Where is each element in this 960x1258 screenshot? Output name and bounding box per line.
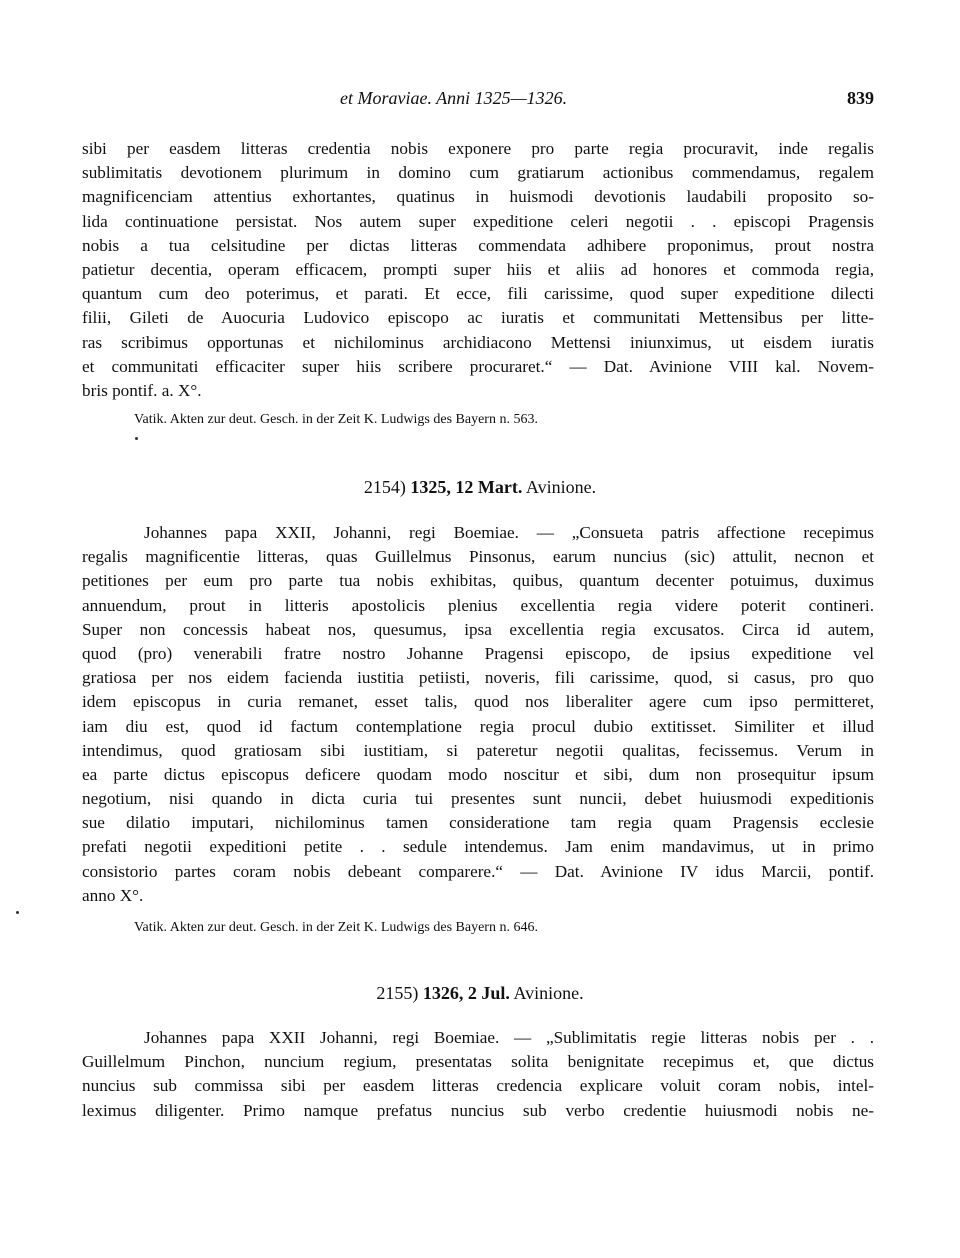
text-line: Johannes papa XXII, Johanni, regi Boemiae. — „Consueta patris affectione recepimus [144,523,874,542]
entry-date: 1326, 2 Jul. [422,983,510,1003]
text-line: filii, Gileti de Auocuria Ludovico episcopo ac iuratis et communitati Mettensibus per litte- [82,308,874,328]
text-line: quod (pro) venerabili fratre nostro Johanne Pragensi episcopo, de ipsius expeditione vel [82,643,874,663]
text-line: gratiosa per nos eidem facienda iustitia petiisti, noveris, fili carissime, quod, si casus, pro quo [82,668,874,688]
entry-heading-2154 [0,477,960,498]
entry-place: Avinione. [525,477,597,497]
page-number: 839 [847,88,874,108]
text-line: lida continuatione persistat. Nos autem super expeditione celeri negotii . . episcopi Pragensis [82,211,874,231]
entry-place: Avinione. [513,983,584,1003]
text-line: regalis magnificentie litteras, quas Guillelmus Pinsonus, earum nuncius (sic) attulit, necnon et [82,547,874,567]
source-citation: Vatik. Akten zur deut. Gesch. in der Zeit K. Ludwigs des Bayern n. 563. [134,412,538,427]
entry-number: 2154) [363,477,406,497]
page-header [82,88,874,118]
entry-number: 2155) [376,983,419,1003]
text-line: Super non concessis habeat nos, quesumus, ipsa excellentia regia excusatos. Circa id autem, [82,619,874,639]
text-line: sue dilatio imputari, nichilominus tamen consideratione tam regia quam Pragensis ecclesie [82,813,874,833]
text-line: ea parte dictus episcopus deficere quodam modo noscitur et sibi, dum non prosequitur ipsum [82,764,874,784]
source-citation: Vatik. Akten zur deut. Gesch. in der Zeit K. Ludwigs des Bayern n. 646. [134,920,538,935]
entry-date: 1325, 12 Mart. [410,477,523,497]
text-line: intendimus, quod gratiosam sibi iustitiam, si pateretur negotii qualitas, fecissemus. Verum in [82,740,874,760]
text-line: bris pontif. a. X°. [82,380,202,400]
text-line: sibi per easdem litteras credentia nobis exponere pro parte regia procuravit, inde regalis [82,139,874,158]
text-line: Guillelmum Pinchon, nuncium regium, presentatas solita benignitate recepimus et, que dictus [82,1052,874,1072]
print-speck [135,437,138,440]
text-line: Johannes papa XXII Johanni, regi Boemiae. — „Sublimitatis regie litteras nobis per . . [144,1028,874,1047]
text-line: sublimitatis devotionem plurimum in domino cum gratiarum actionibus commendamus, regalem [82,163,874,183]
text-line: anno X°. [82,885,144,905]
text-line: leximus diligenter. Primo namque prefatus nuncius sub verbo credentie huiusmodi nobis ne- [82,1100,874,1120]
print-speck [16,911,19,914]
text-line: idem episcopus in curia remanet, esset talis, quod nos liberaliter agere cum ipso permitteret, [82,692,874,712]
running-head: et Moraviae. Anni 1325—1326. [340,88,568,108]
text-line: patietur decentia, operam efficacem, prompti super hiis et aliis ad honores et commoda regia, [82,259,874,279]
entry-2154-text [82,521,874,908]
text-line: magnificenciam attentius exhortantes, quatinus in huismodi devotionis laudabili proposito so- [82,187,874,207]
text-line: consistorio partes coram nobis debeant comparere.“ — Dat. Avinione IV idus Marcii, pontif. [82,861,874,881]
entry-2155-text [82,1026,874,1123]
text-line: negotium, nisi quando in dicta curia tui presentes sunt nuncii, debet huiusmodi expeditionis [82,789,874,809]
text-line: prefati negotii expeditioni petite . . sedule intendemus. Jam enim mandavimus, ut in primo [82,837,874,857]
text-line: nobis a tua celsitudine per dictas litteras commendata adhibere proponimus, prout nostra [82,235,874,255]
text-line: nuncius sub commissa sibi per easdem litteras credencia explicare voluit coram nobis, intel- [82,1076,874,1096]
text-line: petitiones per eum pro parte tua nobis exhibitas, quibus, quantum decenter potuimus, duximus [82,571,874,591]
entry-heading-2155 [0,983,960,1004]
text-line: annuendum, prout in litteris apostolicis plenius excellentia regia videre poterit contineri. [82,595,874,615]
previous-entry-text [82,137,874,403]
text-line: et communitati efficaciter super hiis scribere procuraret.“ — Dat. Avinione VIII kal. Novem- [82,356,874,376]
text-line: iam diu est, quod id factum contemplatione regia procul dubio extitisset. Similiter et illud [82,716,874,736]
text-line: ras scribimus opportunas et nichilominus archidiacono Mettensi iniunximus, ut eisdem iuratis [82,332,874,352]
text-line: quantum cum deo poterimus, et parati. Et ecce, fili carissime, quod super expeditione dilecti [82,284,874,304]
